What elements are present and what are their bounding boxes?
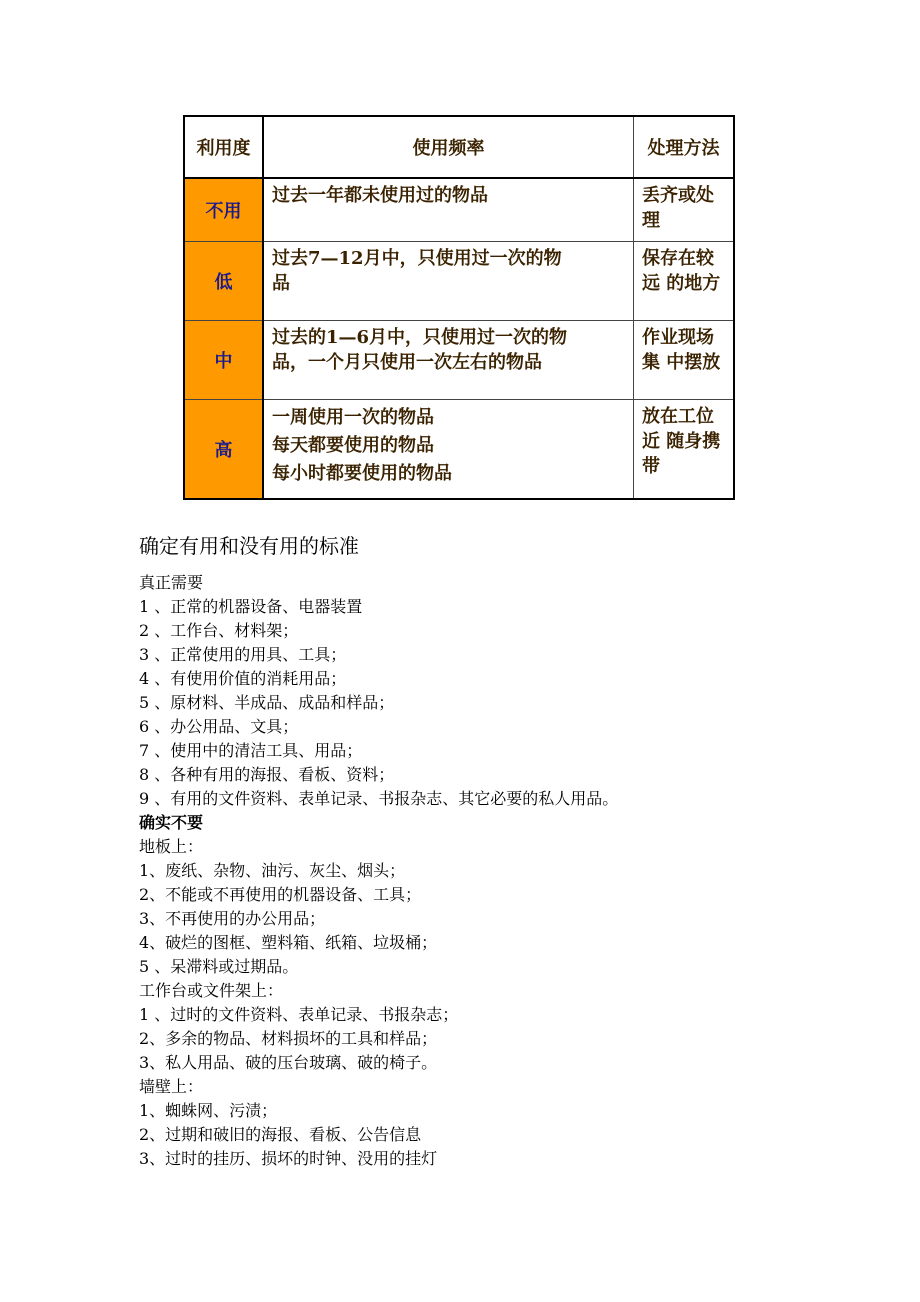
list-item: 2、不能或不再使用的机器设备、工具； <box>139 885 422 904</box>
list-item: 6 、办公用品、文具； <box>139 717 299 736</box>
criteria-section <box>139 533 839 1171</box>
method-line: 保存在较远 <box>642 248 714 294</box>
frequency-line: 一周使用一次的物品 <box>272 407 434 428</box>
method-cell <box>634 321 735 400</box>
list-item: 3 、正常使用的用具、工具； <box>139 645 347 664</box>
header-usage-level: 利用度 <box>184 116 263 178</box>
list-item: 1 、正常的机器设备、电器装置 <box>139 597 363 616</box>
method-line: 放在工位近 <box>642 406 714 452</box>
list-item: 4、破烂的图框、塑料箱、纸箱、垃圾桶； <box>139 933 438 952</box>
list-item: 7 、使用中的清洁工具、用品； <box>139 741 363 760</box>
list-item: 3、过时的挂历、损坏的时钟、没用的挂灯 <box>139 1149 438 1168</box>
method-cell <box>634 242 735 321</box>
list-item: 2、多余的物品、材料损坏的工具和样品； <box>139 1029 438 1048</box>
frequency-cell <box>263 242 634 321</box>
table-row <box>184 242 734 321</box>
frequency-line: 过去的1—6月中，只使用过一次的物 <box>272 327 568 348</box>
level-cell: 不用 <box>184 178 263 242</box>
list-item: 4 、有使用价值的消耗用品； <box>139 669 347 688</box>
list-item: 1 、过时的文件资料、表单记录、书报杂志； <box>139 1005 459 1024</box>
method-cell <box>634 400 735 500</box>
list-item: 1、蜘蛛网、污渍； <box>139 1101 278 1120</box>
frequency-line: 过去7—12月中，只使用过一次的物 <box>272 248 562 269</box>
level-cell: 中 <box>184 321 263 400</box>
method-line: 中摆放 <box>666 352 721 373</box>
table-row <box>184 178 734 242</box>
frequency-line: 每天都要使用的物品 <box>272 435 434 456</box>
table-header-row <box>184 116 734 178</box>
frequency-line: 品，一个月只使用一次左右的物品 <box>272 352 542 373</box>
list-item: 1、废纸、杂物、油污、灰尘、烟头； <box>139 861 406 880</box>
level-cell: 高 <box>184 400 263 500</box>
header-method: 处理方法 <box>634 116 735 178</box>
method-cell <box>634 178 735 242</box>
section-title: 确定有用和没有用的标准 <box>139 534 359 558</box>
usage-frequency-table <box>183 115 735 500</box>
list-item: 5 、呆滞料或过期品。 <box>139 957 299 976</box>
method-line: 随身携带 <box>642 431 721 477</box>
header-frequency: 使用频率 <box>263 116 634 178</box>
unneeded-heading: 确实不要 <box>139 813 204 832</box>
group-label-wall: 墙壁上： <box>139 1077 204 1096</box>
method-line: 的地方 <box>666 273 721 294</box>
list-item: 8 、各种有用的海报、看板、资料； <box>139 765 395 784</box>
list-item: 2 、工作台、材料架； <box>139 621 299 640</box>
group-label-workbench: 工作台或文件架上： <box>139 981 284 1000</box>
list-item: 3、不再使用的办公用品； <box>139 909 326 928</box>
frequency-cell <box>263 400 634 500</box>
group-label-floor: 地板上： <box>139 837 204 856</box>
list-item: 9 、有用的文件资料、表单记录、书报杂志、其它必要的私人用品。 <box>139 789 619 808</box>
list-item: 2、过期和破旧的海报、看板、公告信息 <box>139 1125 422 1144</box>
list-item: 5 、原材料、半成品、成品和样品； <box>139 693 395 712</box>
table-row <box>184 400 734 500</box>
method-line: 作业现场集 <box>642 327 714 373</box>
frequency-line: 过去一年都未使用过的物品 <box>272 185 488 206</box>
frequency-cell <box>263 321 634 400</box>
list-item: 3、私人用品、破的压台玻璃、破的椅子。 <box>139 1053 438 1072</box>
frequency-line: 品 <box>272 273 290 294</box>
frequency-cell <box>263 178 634 242</box>
level-cell: 低 <box>184 242 263 321</box>
method-line: 丢齐或处理 <box>642 185 714 231</box>
frequency-line: 每小时都要使用的物品 <box>272 463 452 484</box>
table-row <box>184 321 734 400</box>
needed-heading: 真正需要 <box>139 573 204 592</box>
